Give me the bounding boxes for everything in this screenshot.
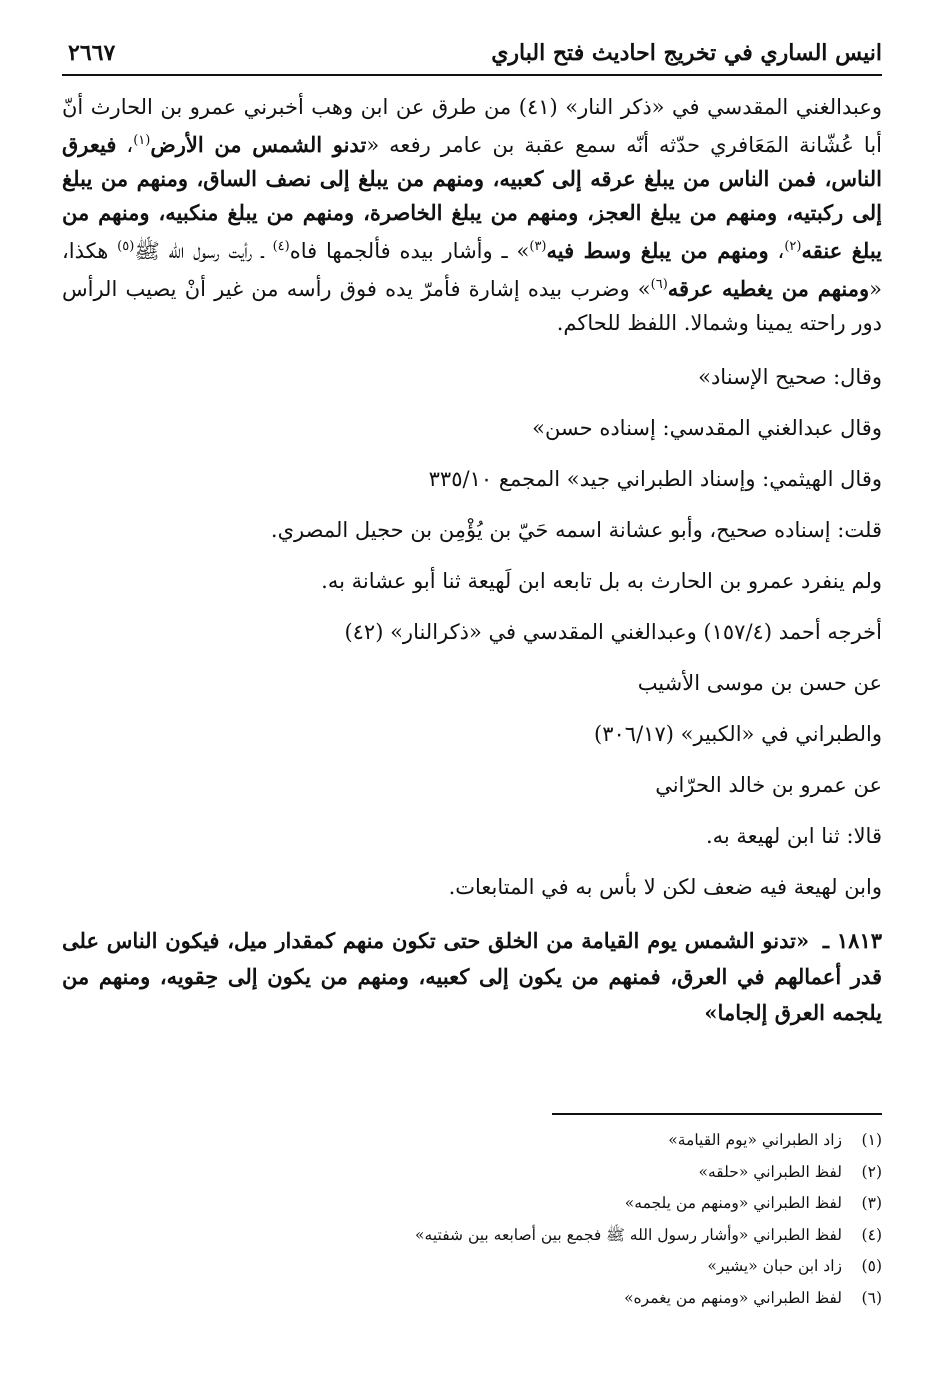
hadith-number: ١٨١٣ ـ: [822, 928, 883, 953]
footnote-ref: (٤): [272, 239, 290, 254]
bold-quote: تدنو الشمس من الأرض: [150, 132, 367, 157]
comment-line: ولم ينفرد عمرو بن الحارث به بل تابعه ابن لَهيعة ثنا أبو عشانة به.: [321, 569, 882, 593]
footnote-number: (٢): [861, 1162, 882, 1181]
grading-line: وقال: صحيح الإسناد»: [698, 365, 882, 389]
footnote: [62, 1220, 882, 1252]
text-run: ،: [768, 239, 785, 263]
footnote-text: زاد الطبراني «يوم القيامة»: [668, 1131, 842, 1149]
footnote: [62, 1283, 882, 1315]
footnote-text: لفظ الطبراني «ومنهم من يغمره»: [624, 1288, 842, 1307]
text-run: » ـ وأشار بيده فألجمها فاه: [289, 239, 530, 263]
footnote-ref: (٢): [784, 239, 802, 254]
grading-line: وقال عبدالغني المقدسي: إسناده حسن»: [532, 416, 882, 440]
footnote-divider: [552, 1113, 882, 1115]
takhrij-line: أخرجه أحمد (١٥٧/٤) وعبدالغني المقدسي في «ذكرالنار» (٤٢): [344, 620, 882, 644]
footnote-ref: (١): [133, 133, 151, 148]
running-header: [62, 30, 882, 76]
footnote-number: (٥): [861, 1257, 882, 1275]
hadith-commentary-paragraph: [62, 90, 882, 340]
footnote: [62, 1251, 882, 1283]
bold-quote: فيعرق الناس، فمن الناس من يبلغ عرقه إلى كعبيه، ومنهم من يبلغ إلى نصف الساق، ومنهم من يبلغ إلى ركبتيه، ومنهم من يبلغ العجز، ومنهم من يبلغ الخاصرة، ومنهم من يبلغ منكبيه، ومنهم من يبلغ عنقه: [62, 132, 883, 263]
comment-line: وابن لهيعة فيه ضعف لكن لا بأس به في المتابعات.: [448, 875, 882, 899]
footnote-text: لفظ الطبراني «ومنهم من يلجمه»: [624, 1194, 842, 1212]
footnote-number: (١): [861, 1131, 882, 1149]
grading-line: وقال الهيثمي: وإسناد الطبراني جيد» المجمع ٣٣٥/١٠: [428, 467, 882, 491]
takhrij-line: عن عمرو بن خالد الحرّاني: [655, 773, 882, 797]
book-title: انيس الساري في تخريج احاديث فتح الباري: [491, 40, 882, 66]
text-run: » وضرب بيده إشارة فأمرّ يده فوق رأسه من غير أنْ يصيب الرأس دور راحته يمينا وشمالا. اللفظ للحاكم.: [62, 277, 882, 335]
bold-quote: ومنهم من يغطيه عرقه: [667, 276, 870, 301]
comment-line: قلت: إسناده صحيح، وأبو عشانة اسمه حَيّ بن يُؤْمِن بن حجيل المصري.: [270, 518, 882, 542]
footnote-number: (٦): [861, 1288, 882, 1307]
footnote-text: لفظ الطبراني «وأشار رسول الله ﷺ فجمع بين أصابعه بين شفتيه»: [415, 1225, 842, 1244]
footnote-text: زاد ابن حبان «يشير»: [707, 1257, 842, 1275]
footnote-ref: (٣): [529, 239, 547, 254]
hadith-text: «تدنو الشمس يوم القيامة من الخلق حتى تكون منهم كمقدار ميل، فيكون الناس على قدر أعمالهم في العرق، فمنهم من يكون إلى كعبيه، ومنهم من يكون إلى حِقويه، ومنهم من يلجمه العرق إلجاما»: [62, 928, 882, 1025]
hadith-entry: [62, 923, 882, 1031]
footnote-number: (٤): [861, 1225, 882, 1244]
footnote-ref: (٥): [117, 239, 135, 254]
page-number: ٢٦٦٧: [68, 40, 116, 66]
bold-quote: ومنهم من يبلغ وسط فيه: [546, 238, 769, 263]
footnote-number: (٣): [861, 1194, 882, 1212]
takhrij-line: عن حسن بن موسى الأشيب: [637, 671, 882, 695]
takhrij-line: والطبراني في «الكبير» (٣٠٦/١٧): [594, 722, 882, 746]
footnote: [62, 1188, 882, 1220]
footnotes: [62, 1125, 882, 1314]
footnote-ref: (٦): [650, 277, 668, 292]
text-run: وعبدالغني المقدسي في «ذكر النار» (٤١) من طرق عن ابن وهب أخبرني عمرو بن الحارث أنّ أبا عُشّانة المَعَافري حدّثه أنّه سمع عقبة بن عامر رفعه «: [62, 95, 882, 157]
book-page: [62, 30, 882, 1365]
footnote-text: لفظ الطبراني «حلقه»: [698, 1162, 842, 1181]
footnote: [62, 1125, 882, 1157]
footnote: [62, 1157, 882, 1189]
text-run: هكذا، «: [62, 239, 883, 301]
text-run: ـ رأيت رسول الله ﷺ: [134, 239, 273, 263]
text-run: ،: [116, 133, 134, 157]
takhrij-line: قالا: ثنا ابن لهيعة به.: [705, 824, 882, 848]
